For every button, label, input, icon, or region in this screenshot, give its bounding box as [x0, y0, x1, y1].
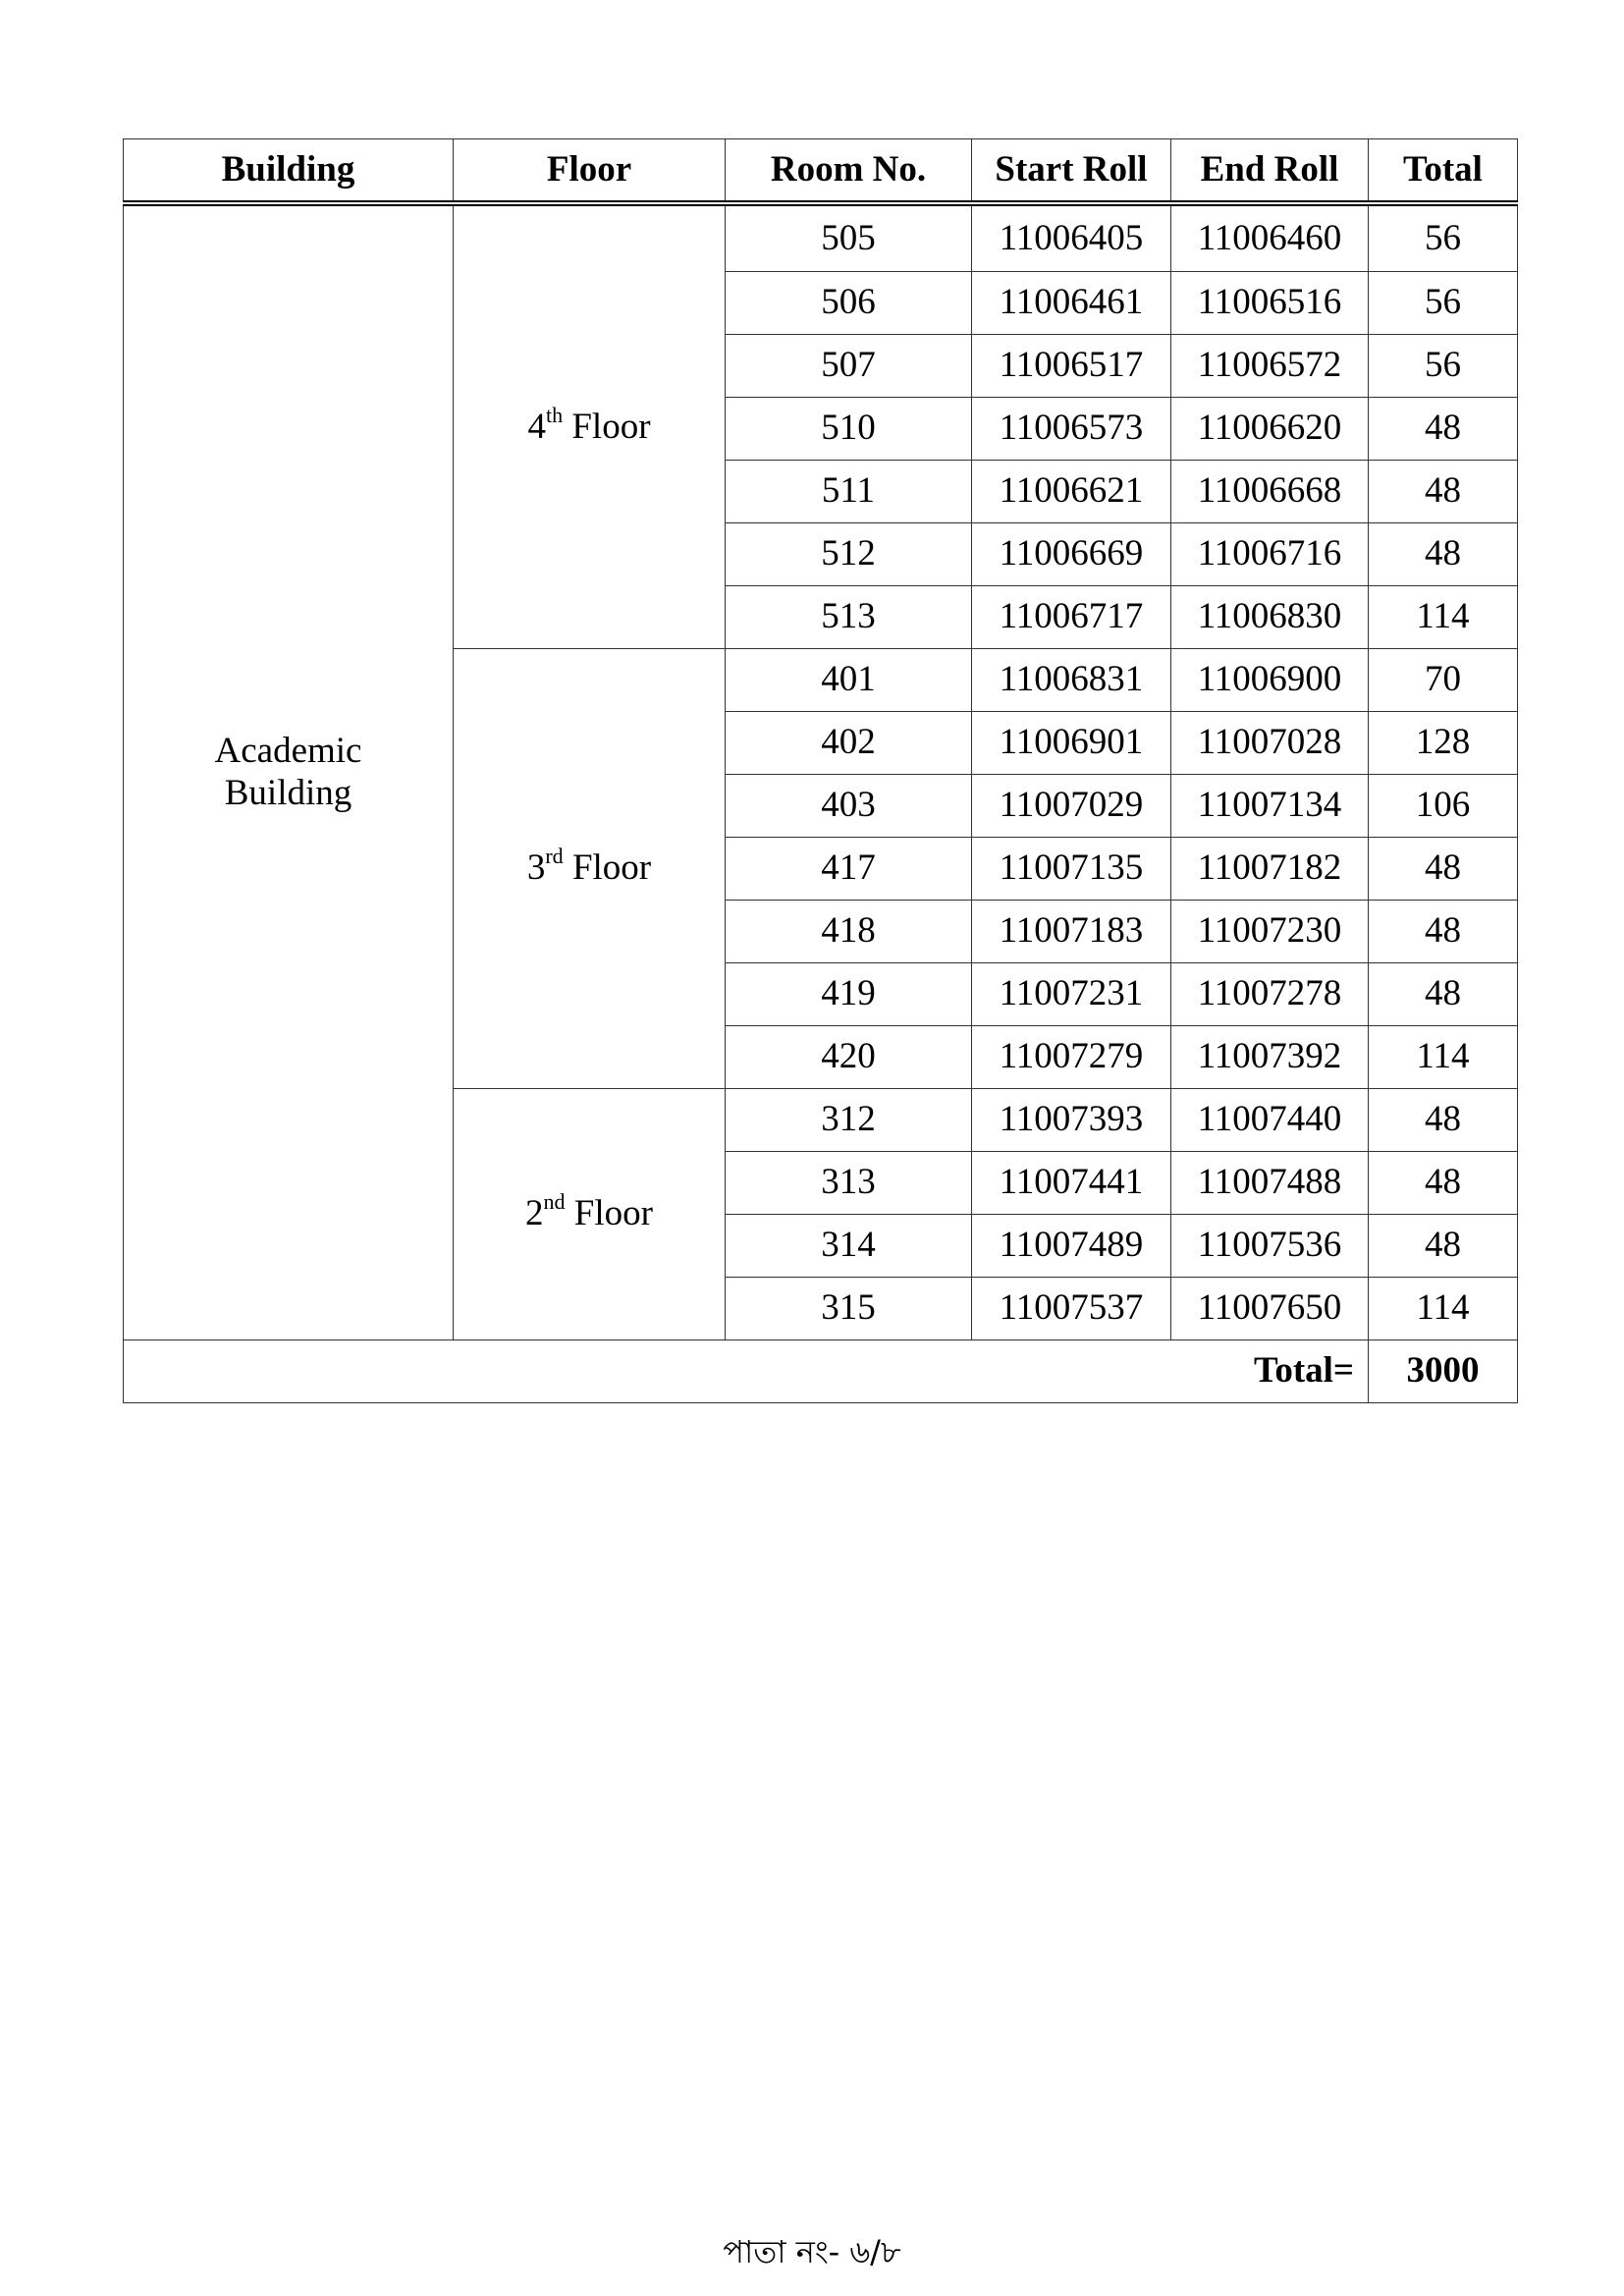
floor-cell-2nd — [454, 1089, 726, 1340]
room-no-cell: 418 — [726, 901, 972, 963]
end-roll-cell: 11007650 — [1171, 1278, 1369, 1340]
room-total-cell: 48 — [1369, 963, 1518, 1026]
room-total-cell: 114 — [1369, 586, 1518, 649]
end-roll-cell: 11006900 — [1171, 649, 1369, 712]
grand-total-value: 3000 — [1369, 1340, 1518, 1403]
start-roll-cell: 11006573 — [972, 398, 1171, 461]
floor-number: 4 — [527, 406, 546, 447]
room-no-cell: 315 — [726, 1278, 972, 1340]
end-roll-cell: 11006516 — [1171, 272, 1369, 335]
floor-cell-4th — [454, 203, 726, 649]
start-roll-cell: 11006717 — [972, 586, 1171, 649]
header-floor: Floor — [454, 139, 726, 204]
building-name-line2: Building — [224, 773, 352, 813]
end-roll-cell: 11007488 — [1171, 1152, 1369, 1215]
room-total-cell: 48 — [1369, 1089, 1518, 1152]
room-total-cell: 48 — [1369, 398, 1518, 461]
room-total-cell: 70 — [1369, 649, 1518, 712]
room-total-cell: 48 — [1369, 1152, 1518, 1215]
table-body — [124, 203, 1518, 1403]
floor-label: Floor — [571, 847, 652, 889]
room-no-cell: 505 — [726, 203, 972, 272]
room-no-cell: 403 — [726, 775, 972, 838]
end-roll-cell: 11007440 — [1171, 1089, 1369, 1152]
end-roll-cell: 11007134 — [1171, 775, 1369, 838]
start-roll-cell: 11006517 — [972, 335, 1171, 398]
seat-allocation-table — [123, 138, 1518, 1403]
floor-number: 2 — [525, 1193, 544, 1234]
room-no-cell: 420 — [726, 1026, 972, 1089]
room-total-cell: 48 — [1369, 461, 1518, 523]
start-roll-cell: 11007489 — [972, 1215, 1171, 1278]
room-no-cell: 506 — [726, 272, 972, 335]
room-no-cell: 417 — [726, 838, 972, 901]
room-no-cell: 512 — [726, 523, 972, 586]
floor-cell-3rd — [454, 649, 726, 1089]
room-total-cell: 114 — [1369, 1278, 1518, 1340]
header-room-no: Room No. — [726, 139, 972, 204]
floor-suffix: nd — [543, 1189, 566, 1215]
end-roll-cell: 11007392 — [1171, 1026, 1369, 1089]
header-total: Total — [1369, 139, 1518, 204]
room-total-cell: 48 — [1369, 1215, 1518, 1278]
table-row — [124, 203, 1518, 272]
end-roll-cell: 11007278 — [1171, 963, 1369, 1026]
header-start-roll: Start Roll — [972, 139, 1171, 204]
page-number-footer: পাতা নং- ৬/৮ — [723, 2233, 901, 2270]
end-roll-cell: 11006668 — [1171, 461, 1369, 523]
room-no-cell: 507 — [726, 335, 972, 398]
header-end-roll: End Roll — [1171, 139, 1369, 204]
floor-label: Floor — [573, 1193, 653, 1234]
building-cell — [124, 203, 454, 1340]
floor-suffix: th — [545, 402, 564, 427]
room-total-cell: 48 — [1369, 838, 1518, 901]
start-roll-cell: 11006461 — [972, 272, 1171, 335]
start-roll-cell: 11006901 — [972, 712, 1171, 775]
room-no-cell: 510 — [726, 398, 972, 461]
end-roll-cell: 11006830 — [1171, 586, 1369, 649]
room-total-cell: 114 — [1369, 1026, 1518, 1089]
start-roll-cell: 11007537 — [972, 1278, 1171, 1340]
floor-label: Floor — [571, 406, 651, 447]
start-roll-cell: 11007441 — [972, 1152, 1171, 1215]
start-roll-cell: 11006831 — [972, 649, 1171, 712]
grand-total-row — [124, 1340, 1518, 1403]
room-total-cell: 56 — [1369, 272, 1518, 335]
end-roll-cell: 11007028 — [1171, 712, 1369, 775]
room-total-cell: 48 — [1369, 901, 1518, 963]
room-no-cell: 402 — [726, 712, 972, 775]
end-roll-cell: 11006716 — [1171, 523, 1369, 586]
room-total-cell: 106 — [1369, 775, 1518, 838]
room-total-cell: 56 — [1369, 203, 1518, 272]
end-roll-cell: 11006572 — [1171, 335, 1369, 398]
end-roll-cell: 11006620 — [1171, 398, 1369, 461]
start-roll-cell: 11007029 — [972, 775, 1171, 838]
floor-suffix: rd — [545, 844, 564, 869]
room-no-cell: 314 — [726, 1215, 972, 1278]
building-name-line1: Academic — [214, 731, 362, 772]
end-roll-cell: 11007182 — [1171, 838, 1369, 901]
start-roll-cell: 11006405 — [972, 203, 1171, 272]
room-total-cell: 48 — [1369, 523, 1518, 586]
start-roll-cell: 11006621 — [972, 461, 1171, 523]
room-no-cell: 513 — [726, 586, 972, 649]
grand-total-label: Total= — [124, 1340, 1369, 1403]
room-total-cell: 128 — [1369, 712, 1518, 775]
start-roll-cell: 11007231 — [972, 963, 1171, 1026]
room-total-cell: 56 — [1369, 335, 1518, 398]
start-roll-cell: 11007135 — [972, 838, 1171, 901]
start-roll-cell: 11007279 — [972, 1026, 1171, 1089]
end-roll-cell: 11007536 — [1171, 1215, 1369, 1278]
floor-number: 3 — [526, 847, 546, 889]
end-roll-cell: 11006460 — [1171, 203, 1369, 272]
end-roll-cell: 11007230 — [1171, 901, 1369, 963]
room-no-cell: 312 — [726, 1089, 972, 1152]
start-roll-cell: 11006669 — [972, 523, 1171, 586]
room-no-cell: 511 — [726, 461, 972, 523]
room-no-cell: 401 — [726, 649, 972, 712]
start-roll-cell: 11007393 — [972, 1089, 1171, 1152]
table-header-row — [124, 139, 1518, 204]
room-no-cell: 313 — [726, 1152, 972, 1215]
start-roll-cell: 11007183 — [972, 901, 1171, 963]
header-building: Building — [124, 139, 454, 204]
room-no-cell: 419 — [726, 963, 972, 1026]
